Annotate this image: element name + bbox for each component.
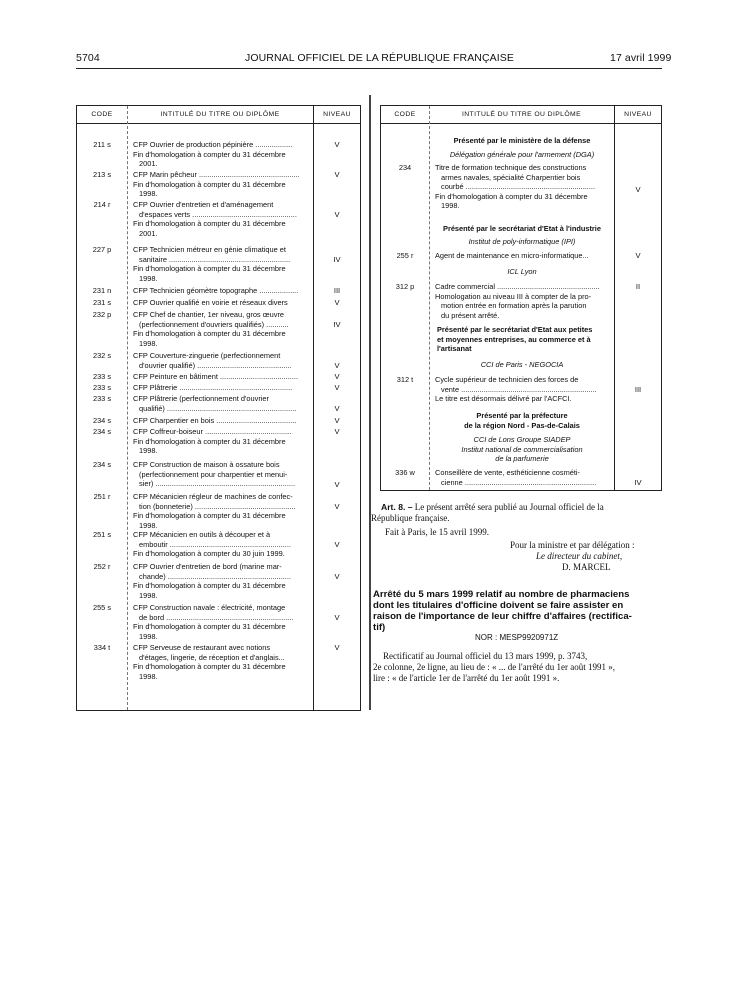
row-title: CFP Mécanicien en outils à découper et à emboutir ........................................................... Fin d'homologation à compter du 30 juin 1999. bbox=[133, 530, 291, 559]
row-level: V bbox=[334, 427, 340, 436]
row-title: CFP Technicien géomètre topographe ................... bbox=[133, 286, 299, 295]
row-code: 213 s bbox=[92, 170, 112, 179]
row-title: CFP Couverture-zinguerie (perfectionnement d'ouvrier qualifié) .............................................. bbox=[133, 351, 292, 370]
row-code: 227 p bbox=[92, 245, 112, 254]
article-8: Art. 8. – Le présent arrêté sera publié au Journal officiel de la République française. bbox=[371, 502, 604, 523]
row-level: V bbox=[334, 643, 340, 652]
row-title: Titre de formation technique des constructions armes navales, spécialité Charpentier bois courbé ............................................................... Fin d'homologation à compter du 31 décembre 1998. bbox=[435, 163, 596, 211]
row-title: CFP Ouvrier qualifié en voirie et réseaux divers bbox=[133, 298, 288, 307]
row-level: V bbox=[635, 251, 641, 260]
row-title: CFP Plâtrerie ....................................................... bbox=[133, 383, 293, 392]
col-divider bbox=[429, 106, 430, 490]
row-title: Conseillère de vente, esthéticienne cosméti- cienne ................................................................ bbox=[435, 468, 597, 487]
section-heading: Présenté par le ministère de la défense bbox=[453, 136, 591, 145]
row-code: 231 s bbox=[92, 298, 112, 307]
section-heading: Présenté par la préfecture de la région Nord - Pas-de-Calais bbox=[464, 411, 580, 430]
row-level: V bbox=[334, 383, 340, 392]
row-code: 255 r bbox=[396, 251, 414, 260]
col-divider bbox=[614, 106, 615, 490]
row-title: CFP Charpentier en bois ....................................... bbox=[133, 416, 297, 425]
row-title: CFP Serveuse de restaurant avec notions d'étages, lingerie, de réception et d'anglais... Fin d'homologation à compter du 31 décembre 1998. bbox=[133, 643, 286, 681]
row-code: 232 p bbox=[92, 310, 112, 319]
row-level: IV bbox=[333, 320, 341, 329]
col-divider bbox=[127, 106, 128, 710]
row-title: CFP Ouvrier de production pépinière .................. Fin d'homologation à compter du 31 décembre 2001. bbox=[133, 140, 293, 169]
row-title: CFP Ouvrier d'entretien de bord (marine mar- chande) ............................................................ Fin d'homologation à compter du 31 décembre 1998. bbox=[133, 562, 291, 600]
row-code: 211 s bbox=[93, 140, 111, 149]
row-title: CFP Mécanicien régleur de machines de confec- tion (bonneterie) ................................................. Fin d'homologation à compter du 31 décembre 1998. bbox=[133, 492, 296, 530]
header-rule bbox=[76, 68, 662, 69]
section-subheading: CCI de Lons Groupe SIADEP Institut national de commercialisation de la parfumerie bbox=[461, 435, 583, 464]
col-header-level: NIVEAU bbox=[614, 106, 662, 124]
row-level: II bbox=[635, 282, 641, 291]
col-header-level: NIVEAU bbox=[313, 106, 361, 124]
row-level: V bbox=[334, 416, 340, 425]
row-level: V bbox=[334, 140, 340, 149]
row-title: Cadre commercial .................................................. Homologation au niveau III à compter de la pro- motion entrée en formation après la parution du présent arrêté. bbox=[435, 282, 600, 320]
signature-line: Pour la ministre et par délégation : bbox=[510, 540, 635, 550]
right-table bbox=[380, 105, 662, 491]
row-title: CFP Peinture en bâtiment ...................................... bbox=[133, 372, 298, 381]
row-level: V bbox=[334, 613, 340, 622]
row-code: 252 r bbox=[93, 562, 111, 571]
row-code: 312 p bbox=[395, 282, 415, 291]
section-subheading: Institut de poly-informatique (IPI) bbox=[468, 237, 576, 246]
row-level: IV bbox=[333, 255, 341, 264]
row-title: Cycle supérieur de technicien des forces de vente .................................................................. Le titre est désormais délivré par l'ACFCI. bbox=[435, 375, 597, 404]
row-title: CFP Technicien métreur en génie climatique et sanitaire ........................................................... Fin d'homologation à compter du 31 décembre 1998. bbox=[133, 245, 291, 283]
row-title: Agent de maintenance en micro-informatique... bbox=[435, 251, 589, 260]
row-level: III bbox=[333, 286, 341, 295]
row-level: V bbox=[334, 361, 340, 370]
journal-title: JOURNAL OFFICIEL DE LA RÉPUBLIQUE FRANÇAISE bbox=[245, 52, 514, 64]
row-code: 334 t bbox=[93, 643, 111, 652]
row-level: V bbox=[334, 502, 340, 511]
row-level: IV bbox=[634, 478, 642, 487]
row-code: 233 s bbox=[92, 394, 112, 403]
row-title: CFP Marin pêcheur ................................................. Fin d'homologation à compter du 31 décembre 1998. bbox=[133, 170, 300, 199]
col-header-code: CODE bbox=[381, 106, 429, 124]
signature-role: Le directeur du cabinet, bbox=[536, 551, 623, 561]
left-table bbox=[76, 105, 361, 711]
fait-a-paris: Fait à Paris, le 15 avril 1999. bbox=[385, 527, 489, 537]
section-subheading: CCI de Paris - NEGOCIA bbox=[480, 360, 564, 369]
row-code: 255 s bbox=[92, 603, 112, 612]
signature-name: D. MARCEL bbox=[562, 562, 611, 572]
row-title: CFP Ouvrier d'entretien et d'aménagement d'espaces verts ................................................... Fin d'homologation à compter du 31 décembre 2001. bbox=[133, 200, 297, 238]
nor-reference: NOR : MESP9920971Z bbox=[475, 633, 559, 642]
issue-date: 17 avril 1999 bbox=[610, 52, 672, 64]
row-code: 336 w bbox=[395, 468, 415, 477]
row-title: CFP Construction de maison à ossature bois (perfectionnement pour charpentier et menui- sier) .................................................................... bbox=[133, 460, 296, 489]
row-code: 233 s bbox=[92, 383, 112, 392]
row-title: CFP Plâtrerie (perfectionnement d'ouvrier qualifié) ............................................................... bbox=[133, 394, 297, 413]
row-title: CFP Chef de chantier, 1er niveau, gros œuvre (perfectionnement d'ouvriers qualifiés) ........... Fin d'homologation à compter du 31 décembre 1998. bbox=[133, 310, 289, 348]
row-code: 234 s bbox=[92, 416, 112, 425]
row-code: 312 t bbox=[396, 375, 414, 384]
section-heading: Présenté par le secrétariat d'Etat à l'industrie bbox=[443, 224, 601, 233]
col-header-title: INTITULÉ DU TITRE OU DIPLÔME bbox=[127, 106, 313, 124]
row-code: 234 s bbox=[92, 460, 112, 469]
row-level: V bbox=[334, 210, 340, 219]
row-code: 251 r bbox=[93, 492, 111, 501]
column-separator bbox=[369, 95, 371, 710]
row-level: V bbox=[635, 185, 641, 194]
row-title: CFP Coffreur-boiseur .......................................... Fin d'homologation à compter du 31 décembre 1998. bbox=[133, 427, 292, 456]
row-level: V bbox=[334, 170, 340, 179]
row-title: CFP Construction navale : électricité, montage de bord .............................................................. Fin d'homologation à compter du 31 décembre 1998. bbox=[133, 603, 294, 641]
row-level: V bbox=[334, 298, 340, 307]
row-level: V bbox=[334, 480, 340, 489]
page-number: 5704 bbox=[76, 52, 100, 64]
row-level: V bbox=[334, 404, 340, 413]
row-level: V bbox=[334, 372, 340, 381]
row-code: 214 r bbox=[93, 200, 111, 209]
row-code: 234 bbox=[398, 163, 412, 172]
row-level: V bbox=[334, 572, 340, 581]
row-code: 234 s bbox=[92, 427, 112, 436]
row-code: 232 s bbox=[92, 351, 112, 360]
row-code: 233 s bbox=[92, 372, 112, 381]
col-header-code: CODE bbox=[77, 106, 127, 124]
section-subheading: Délégation générale pour l'armement (DGA) bbox=[449, 150, 595, 159]
row-level: V bbox=[334, 540, 340, 549]
col-header-title: INTITULÉ DU TITRE OU DIPLÔME bbox=[429, 106, 614, 124]
section-heading: Présenté par le secrétariat d'Etat aux petites et moyennes entreprises, au commerce et à l'artisanat bbox=[437, 325, 593, 354]
row-code: 251 s bbox=[92, 530, 112, 539]
rectificatif-text: Rectificatif au Journal officiel du 13 mars 1999, p. 3743, 2e colonne, 2e ligne, au lieu de : « ... de l'arrêté du 1er août 1991 », lire : « de l'article 1er de l'arrêté du 1er août 1991 ». bbox=[373, 651, 616, 683]
row-code: 231 n bbox=[92, 286, 112, 295]
row-level: III bbox=[634, 385, 642, 394]
arrete-title: Arrêté du 5 mars 1999 relatif au nombre de pharmaciens dont les titulaires d'officine doivent se faire assister en raison de l'importance de leur chiffre d'affaires (rectifica- tif) bbox=[373, 589, 632, 633]
section-subheading: ICL Lyon bbox=[507, 267, 537, 276]
